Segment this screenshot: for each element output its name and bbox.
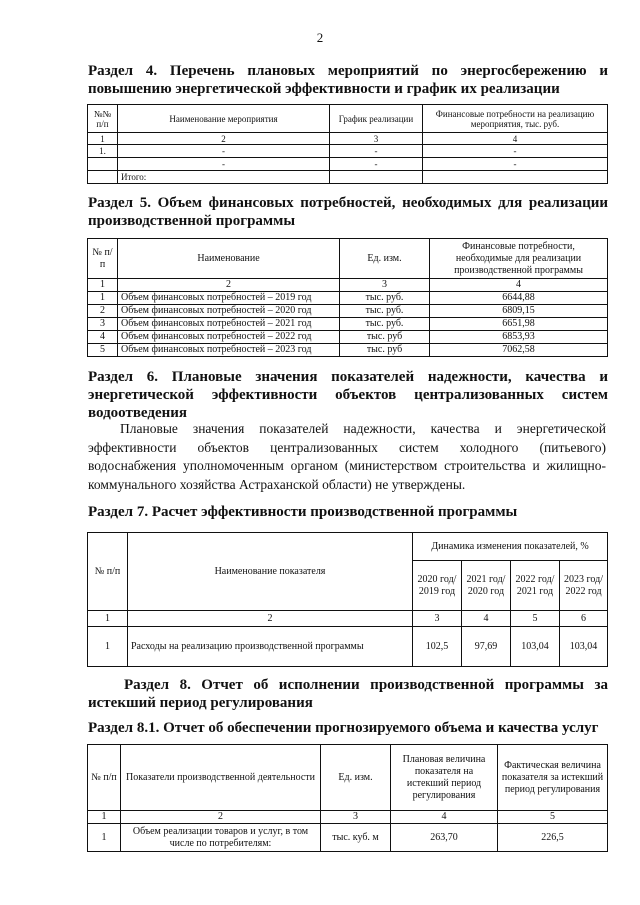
column-number: 2 bbox=[128, 611, 413, 627]
year-header: 2022 год/ 2021 год bbox=[511, 561, 560, 611]
table-cell: - bbox=[330, 158, 423, 171]
header-cell: № п/п bbox=[88, 745, 121, 811]
column-number: 3 bbox=[413, 611, 462, 627]
table-cell: - bbox=[423, 145, 608, 158]
table-cell bbox=[88, 171, 118, 184]
column-number: 3 bbox=[330, 133, 423, 145]
section-4-heading: Раздел 4. Перечень плановых мероприятий по энергосбережению и повышению энергетической эффективности и график их реализации bbox=[88, 63, 608, 97]
header-cell: №№ п/п bbox=[88, 105, 118, 133]
column-number: 5 bbox=[511, 611, 560, 627]
header-cell: Наименование показателя bbox=[128, 533, 413, 611]
header-cell: Плановая величина показателя на истекший период регулирования bbox=[391, 745, 498, 811]
table-cell: 97,69 bbox=[462, 627, 511, 667]
table-cell bbox=[423, 171, 608, 184]
table-cell: тыс. куб. м bbox=[321, 824, 391, 852]
table-cell: Объем финансовых потребностей – 2020 год bbox=[118, 305, 340, 318]
table-cell: 7062,58 bbox=[430, 344, 608, 357]
column-number: 4 bbox=[423, 133, 608, 145]
column-number: 6 bbox=[560, 611, 608, 627]
column-number: 3 bbox=[321, 811, 391, 824]
section-7-table bbox=[87, 532, 608, 667]
page-number: 2 bbox=[316, 30, 324, 45]
table-cell: 1. bbox=[88, 145, 118, 158]
header-cell: Финансовые потребности на реализацию мероприятия, тыс. руб. bbox=[423, 105, 608, 133]
table-cell: - bbox=[423, 158, 608, 171]
table-cell: тыс. руб bbox=[340, 331, 430, 344]
header-cell: Ед. изм. bbox=[340, 239, 430, 279]
table-cell: 103,04 bbox=[511, 627, 560, 667]
header-cell: Фактическая величина показателя за истекший период регулирования bbox=[498, 745, 608, 811]
table-cell: 1 bbox=[88, 627, 128, 667]
table-cell: 6809,15 bbox=[430, 305, 608, 318]
table-cell: 4 bbox=[88, 331, 118, 344]
column-number: 2 bbox=[121, 811, 321, 824]
column-number: 1 bbox=[88, 811, 121, 824]
table-cell: Расходы на реализацию производственной программы bbox=[128, 627, 413, 667]
table-cell: 1 bbox=[88, 292, 118, 305]
column-number: 3 bbox=[340, 279, 430, 292]
table-cell: - bbox=[118, 145, 330, 158]
column-number: 1 bbox=[88, 611, 128, 627]
table-cell: 1 bbox=[88, 824, 121, 852]
section-6-heading: Раздел 6. Плановые значения показателей надежности, качества и энергетической эффективности объектов централизованных систем водоотведения bbox=[88, 369, 608, 421]
section-8-heading: Раздел 8. Отчет об исполнении производственной программы за истекший период регулирования bbox=[88, 677, 608, 711]
table-cell: 5 bbox=[88, 344, 118, 357]
header-cell: Динамика изменения показателей, % bbox=[413, 533, 608, 561]
column-number: 5 bbox=[498, 811, 608, 824]
table-cell: тыс. руб. bbox=[340, 292, 430, 305]
header-cell: № п/п bbox=[88, 533, 128, 611]
year-header: 2021 год/ 2020 год bbox=[462, 561, 511, 611]
header-cell: Показатели производственной деятельности bbox=[121, 745, 321, 811]
header-cell: Финансовые потребности, необходимые для реализации производственной программы bbox=[430, 239, 608, 279]
table-cell: тыс. руб. bbox=[340, 305, 430, 318]
header-cell: Наименование мероприятия bbox=[118, 105, 330, 133]
column-number: 2 bbox=[118, 279, 340, 292]
table-cell: тыс. руб bbox=[340, 344, 430, 357]
header-cell: Ед. изм. bbox=[321, 745, 391, 811]
table-cell: 226,5 bbox=[498, 824, 608, 852]
year-header: 2023 год/ 2022 год bbox=[560, 561, 608, 611]
section-8-1-table bbox=[87, 744, 608, 852]
table-cell: - bbox=[330, 145, 423, 158]
table-cell: 263,70 bbox=[391, 824, 498, 852]
section-6-text: Плановые значения показателей надежности, качества и энергетической эффективности объектов централизованных систем холодного (питьевого) водоснабжения уполномоченным органом (министерством строительства и жилищно-коммунального хозяйства Астраханской области) не утверждены. bbox=[88, 421, 606, 492]
table-cell: 3 bbox=[88, 318, 118, 331]
table-cell: Объем финансовых потребностей – 2023 год bbox=[118, 344, 340, 357]
table-cell bbox=[330, 171, 423, 184]
table-cell: Объем финансовых потребностей – 2021 год bbox=[118, 318, 340, 331]
section-5-table bbox=[87, 238, 608, 357]
table-cell: 103,04 bbox=[560, 627, 608, 667]
column-number: 1 bbox=[88, 133, 118, 145]
table-cell: тыс. руб. bbox=[340, 318, 430, 331]
column-number: 4 bbox=[430, 279, 608, 292]
table-cell: Объем реализации товаров и услуг, в том числе по потребителям: bbox=[121, 824, 321, 852]
table-cell: 6853,93 bbox=[430, 331, 608, 344]
column-number: 4 bbox=[462, 611, 511, 627]
header-cell: Наименование bbox=[118, 239, 340, 279]
section-4-table bbox=[87, 104, 608, 184]
total-label: Итого: bbox=[118, 171, 330, 184]
table-cell: 2 bbox=[88, 305, 118, 318]
table-cell: Объем финансовых потребностей – 2022 год bbox=[118, 331, 340, 344]
table-cell bbox=[88, 158, 118, 171]
table-cell: 6651,98 bbox=[430, 318, 608, 331]
section-8-1-heading: Раздел 8.1. Отчет об обеспечении прогнозируемого объема и качества услуг bbox=[88, 720, 599, 736]
section-5-heading: Раздел 5. Объем финансовых потребностей, необходимых для реализации производственной программы bbox=[88, 195, 608, 229]
header-cell: № п/п bbox=[88, 239, 118, 279]
table-cell: Объем финансовых потребностей – 2019 год bbox=[118, 292, 340, 305]
column-number: 2 bbox=[118, 133, 330, 145]
table-cell: - bbox=[118, 158, 330, 171]
column-number: 4 bbox=[391, 811, 498, 824]
table-cell: 6644,88 bbox=[430, 292, 608, 305]
year-header: 2020 год/ 2019 год bbox=[413, 561, 462, 611]
table-cell: 102,5 bbox=[413, 627, 462, 667]
header-cell: График реализации bbox=[330, 105, 423, 133]
column-number: 1 bbox=[88, 279, 118, 292]
section-7-heading: Раздел 7. Расчет эффективности производственной программы bbox=[88, 504, 518, 520]
